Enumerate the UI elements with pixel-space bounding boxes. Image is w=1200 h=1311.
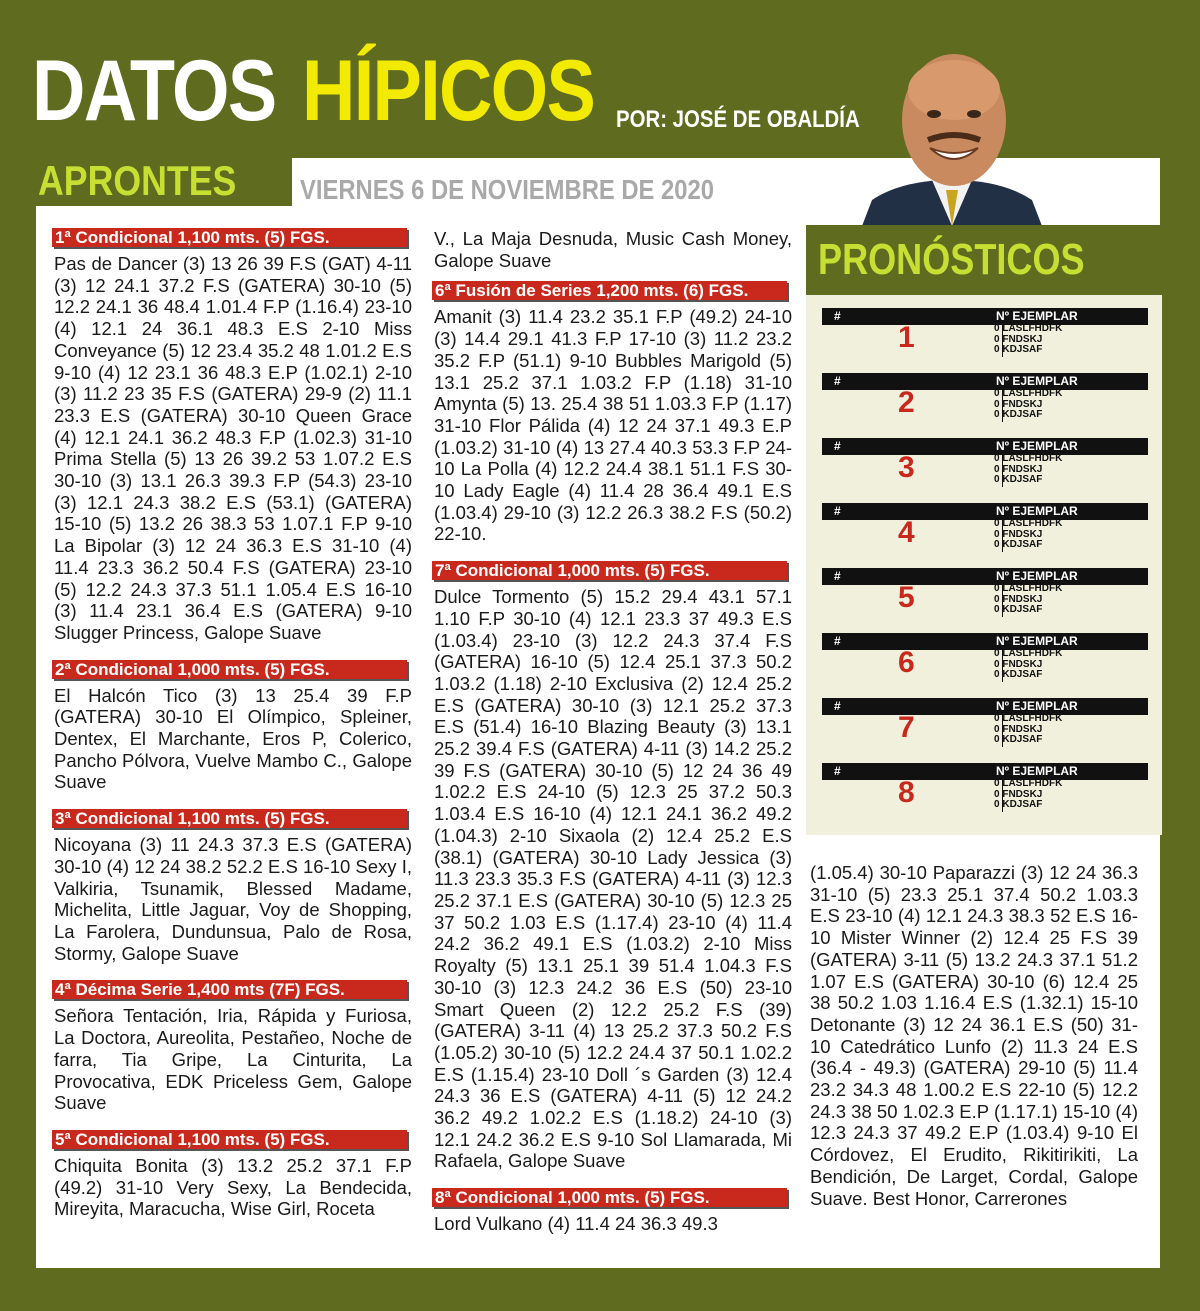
author-portrait — [862, 30, 1042, 226]
ejemplar-label: Nº EJEMPLAR — [996, 504, 1078, 518]
pronostico-header-bar — [822, 308, 1148, 325]
ejemplar-row: 0 FNDSKJ — [994, 530, 1062, 541]
column-3 — [808, 862, 1138, 1225]
race-header: 5ª Condicional 1,100 mts. (5) FGS. — [52, 1130, 407, 1149]
hash-label: # — [834, 634, 841, 648]
ejemplar-row: 0 KDJSAF — [994, 605, 1062, 616]
pronostico-header-bar — [822, 438, 1148, 455]
ejemplar-row: 0 LASLFHDFK — [994, 714, 1062, 725]
ejemplar-row: 0 KDJSAF — [994, 540, 1062, 551]
race-number: 8 — [898, 776, 915, 809]
hash-label: # — [834, 569, 841, 583]
ejemplar-label: Nº EJEMPLAR — [996, 634, 1078, 648]
hash-label: # — [834, 504, 841, 518]
ejemplar-row: 0 FNDSKJ — [994, 335, 1062, 346]
ejemplar-list — [994, 519, 1062, 551]
race-number: 6 — [898, 646, 915, 679]
author-byline: POR: JOSÉ DE OBALDÍA — [616, 106, 860, 133]
hash-label: # — [834, 764, 841, 778]
ejemplar-row: 0 FNDSKJ — [994, 465, 1062, 476]
race-header: 1ª Condicional 1,100 mts. (5) FGS. — [52, 228, 407, 247]
race-workouts: Amanit (3) 11.4 23.2 35.1 F.P (49.2) 24-10 (3) 14.4 29.1 41.3 F.P 17-10 (3) 11.2 23.2 35.2 F.P (51.1) 9-10 Bubbles Marigold (5) 13.1 25.2 37.1 1.03.2 F.P (1.18) 31-10 Amynta (5) 13. 25.4 38 51 1.03.3 F.P (1.17) 31-10 Flor Pálida (4) 12 24 37.1 49.3 E.P (1.03.2) 31-10 (4) 13 27.4 40.3 53.3 F.P 24-10 La Polla (4) 12.2 24.4 38.1 51.1 F.S 30-10 Lady Eagle (4) 11.4 28 36.4 49.1 E.S (1.03.4) 29-10 (3) 12.2 26.3 38.2 F.S (50.2) 22-10. — [434, 306, 792, 545]
hash-label: # — [834, 309, 841, 323]
race-number: 3 — [898, 451, 915, 484]
publication-date: VIERNES 6 DE NOVIEMBRE DE 2020 — [300, 174, 714, 205]
pronostico-race-4 — [822, 503, 1148, 563]
pronostico-header-bar — [822, 503, 1148, 520]
pronostico-header-bar — [822, 633, 1148, 650]
ejemplar-list — [994, 389, 1062, 421]
ejemplar-list — [994, 714, 1062, 746]
race-header: 6ª Fusión de Series 1,200 mts. (6) FGS. — [432, 281, 787, 300]
ejemplar-row: 0 KDJSAF — [994, 670, 1062, 681]
race-number: 5 — [898, 581, 915, 614]
race-header: 2ª Condicional 1,000 mts. (5) FGS. — [52, 660, 407, 679]
title-hipicos: HÍPICOS — [302, 43, 595, 139]
race-number: 4 — [898, 516, 915, 549]
pronostico-race-1 — [822, 308, 1148, 368]
ejemplar-row: 0 KDJSAF — [994, 345, 1062, 356]
pronostico-race-3 — [822, 438, 1148, 498]
pronostico-race-2 — [822, 373, 1148, 433]
ejemplar-list — [994, 649, 1062, 681]
ejemplar-label: Nº EJEMPLAR — [996, 764, 1078, 778]
section-label: APRONTES — [38, 157, 237, 204]
ejemplar-row: 0 LASLFHDFK — [994, 454, 1062, 465]
hash-label: # — [834, 439, 841, 453]
race-header: 7ª Condicional 1,000 mts. (5) FGS. — [432, 561, 787, 580]
ejemplar-list — [994, 324, 1062, 356]
ejemplar-label: Nº EJEMPLAR — [996, 309, 1078, 323]
ejemplar-row: 0 FNDSKJ — [994, 725, 1062, 736]
race-header: 8ª Condicional 1,000 mts. (5) FGS. — [432, 1188, 787, 1207]
ejemplar-row: 0 LASLFHDFK — [994, 649, 1062, 660]
ejemplar-label: Nº EJEMPLAR — [996, 439, 1078, 453]
ejemplar-label: Nº EJEMPLAR — [996, 569, 1078, 583]
race-workouts: El Halcón Tico (3) 13 25.4 39 F.P (GATERA) 30-10 El Olímpico, Spleiner, Dentex, El Marchante, Eros P, Colerico, Pancho Pólvora, Vuelve Mambo C., Galope Suave — [54, 684, 412, 793]
col2-lead-text: V., La Maja Desnuda, Music Cash Money, Galope Suave — [434, 228, 792, 271]
ejemplar-label: Nº EJEMPLAR — [996, 699, 1078, 713]
race-workouts: Dulce Tormento (5) 15.2 29.4 43.1 57.1 1.10 F.P 30-10 (4) 12.1 23.3 37 49.3 E.S (1.03.4) 23-10 (3) 12.2 24.3 37.4 F.S (GATERA) 16-10 (5) 12.4 25.1 37.3 50.2 1.03.2 (1.18) 2-10 Exclusiva (2) 12.4 25.2 E.S (GATERA) 30-10 (3) 12.1 25.2 37.3 E.S (51.4) 16-10 Blazing Beauty (3) 13.1 25.2 39.4 F.S (GATERA) 4-11 (3) 14.2 25.2 39 F.S (GATERA) 30-10 (5) 12 24 36 49 1.02.2 E.S 24-10 (5) 12.3 25 37.2 50.3 1.03.4 E.S 16-10 (4) 12.1 24.1 36.2 49.2 (1.04.3) 2-10 Sixaola (2) 12.4 25.2 E.S (38.1) (GATERA) 30-10 Lady Jessica (3) 11.3 23.3 35.3 F.S (GATERA) 4-11 (3) 12.3 25.2 37.1 E.S (GATERA) 30-10 (5) 12.3 25 37 50.2 1.03 E.S (1.17.4) 23-10 (4) 11.4 24.2 36.2 49.1 E.S (1.03.2) 2-10 Miss Royalty (5) 13.1 25.1 39 51.4 1.04.3 F.S 30-10 (3) 12.3 24.2 36 E.S (50) 23-10 Smart Queen (2) 12.2 25.2 F.S (39) (GATERA) 3-11 (4) 13 25.2 37.3 50.2 F.S (1.05.2) 30-10 (5) 12.2 24.4 37 50.1 1.02.2 E.S (1.15.4) 23-10 Doll ´s Garden (3) 12.4 24.3 36 E.S (GATERA) 4-11 (5) 12 24.2 36.2 49.2 1.02.2 E.S (1.18.2) 24-10 (3) 12.1 24.2 36.2 E.S 9-10 Sol Llamarada, Mi Rafaela, Galope Suave — [434, 586, 792, 1172]
column-2 — [432, 228, 792, 1251]
race-header: 4ª Décima Serie 1,400 mts (7F) FGS. — [52, 980, 407, 999]
ejemplar-row: 0 FNDSKJ — [994, 400, 1062, 411]
race-header: 3ª Condicional 1,100 mts. (5) FGS. — [52, 809, 407, 828]
ejemplar-row: 0 LASLFHDFK — [994, 584, 1062, 595]
ejemplar-row: 0 LASLFHDFK — [994, 519, 1062, 530]
pronostico-header-bar — [822, 698, 1148, 715]
hash-label: # — [834, 699, 841, 713]
pronostico-race-5 — [822, 568, 1148, 628]
pronostico-race-8 — [822, 763, 1148, 823]
ejemplar-row: 0 LASLFHDFK — [994, 779, 1062, 790]
race-workouts: Nicoyana (3) 11 24.3 37.3 E.S (GATERA) 30-10 (4) 12 24 38.2 52.2 E.S 16-10 Sexy I, Valkiria, Tsunamik, Blessed Madame, Michelita, Little Jaguar, Voy de Shopping, La Farolera, Dundunsua, Palo de Rosa, Stormy, Galope Suave — [54, 834, 412, 964]
col3-text: (1.05.4) 30-10 Paparazzi (3) 12 24 36.3 31-10 (5) 23.3 25.1 37.4 50.2 1.03.3 E.S 23-10 (4) 12.1 24.3 38.3 52 E.S 16-10 Mister Winner (2) 12.4 25 F.S 39 (GATERA) 3-11 (5) 13.2 24.3 37.1 51.2 1.07 E.S (GATERA) 30-10 (6) 12.4 25 38 50.2 1.03 1.16.4 E.S (1.32.1) 15-10 Detonante (3) 12 24 36.1 E.S (50) 31-10 Catedrático Lunfo (2) 11.3 24 E.S (36.4 - 49.3) (GATERA) 29-10 (5) 11.4 23.2 34.3 48 1.00.2 E.S 22-10 (5) 12.2 24.3 38 50 1.02.3 E.P (1.17.1) 15-10 (4) 12.3 24.3 37 49.2 E.P (1.03.4) 9-10 El Córdovez, El Erudito, Rikitirikiti, La Bendición, De Larget, Cordal, Galope Suave. Best Honor, Carrerones — [810, 862, 1138, 1209]
pronosticos-title: PRONÓSTICOS — [818, 235, 1085, 284]
ejemplar-list — [994, 584, 1062, 616]
race-workouts: Pas de Dancer (3) 13 26 39 F.S (GAT) 4-11 (3) 12 24.1 37.2 F.S (GATERA) 30-10 (5) 12.2 24.1 36 48.4 1.01.4 F.P (1.16.4) 23-10 (4) 12.1 24 36.1 48.3 E.S 2-10 Miss Conveyance (5) 12 23.4 35.2 48 1.01.2 E.S 9-10 (4) 12 23.1 36 48.3 E.P (1.02.1) 2-10 (3) 11.2 23 35 F.S (GATERA) 29-9 (2) 11.1 23.3 E.S (GATERA) 30-10 Queen Grace (4) 12.1 24.1 36.2 48.3 F.P (1.02.3) 31-10 Prima Stella (5) 13 26 39.2 53 1.07.2 E.S 30-10 (3) 13.1 26.3 39.3 F.P (54.3) 23-10 (3) 12.1 24.3 38.2 E.S (53.1) (GATERA) 15-10 (5) 13.2 26 38.3 53 1.07.1 F.P 9-10 La Bipolar (3) 12 24 36.3 E.S 31-10 (4) 11.4 23.3 36.2 50.4 F.S (GATERA) 23-10 (5) 12.2 24.3 37.3 51.1 1.05.4 E.S 16-10 (3) 11.4 23.1 36.4 E.S (GATERA) 9-10 Slugger Princess, Galope Suave — [54, 253, 412, 643]
pronostico-race-7 — [822, 698, 1148, 758]
ejemplar-row: 0 KDJSAF — [994, 475, 1062, 486]
ejemplar-row: 0 FNDSKJ — [994, 660, 1062, 671]
race-workouts: Chiquita Bonita (3) 13.2 25.2 37.1 F.P (49.2) 31-10 Very Sexy, La Bendecida, Mireyita, Maracucha, Wise Girl, Roceta — [54, 1154, 412, 1220]
race-workouts: Lord Vulkano (4) 11.4 24 36.3 49.3 — [434, 1213, 718, 1235]
ejemplar-row: 0 KDJSAF — [994, 735, 1062, 746]
race-workouts: Señora Tentación, Iria, Rápida y Furiosa, La Doctora, Aureolita, Pestañeo, Noche de farra, Tia Gripe, La Cinturita, La Provocativa, EDK Priceless Gem, Galope Suave — [54, 1005, 412, 1114]
ejemplar-list — [994, 454, 1062, 486]
pronostico-race-6 — [822, 633, 1148, 693]
pronostico-header-bar — [822, 373, 1148, 390]
race-number: 7 — [898, 711, 915, 744]
ejemplar-row: 0 KDJSAF — [994, 410, 1062, 421]
column-1 — [52, 228, 412, 1236]
pronostico-header-bar — [822, 568, 1148, 585]
ejemplar-row: 0 LASLFHDFK — [994, 324, 1062, 335]
ejemplar-row: 0 FNDSKJ — [994, 790, 1062, 801]
col2-races — [432, 281, 792, 1234]
hash-label: # — [834, 374, 841, 388]
ejemplar-row: 0 KDJSAF — [994, 800, 1062, 811]
race-number: 1 — [898, 321, 915, 354]
title-datos: DATOS — [32, 43, 276, 139]
ejemplar-row: 0 LASLFHDFK — [994, 389, 1062, 400]
pronostico-header-bar — [822, 763, 1148, 780]
ejemplar-label: Nº EJEMPLAR — [996, 374, 1078, 388]
race-number: 2 — [898, 386, 915, 419]
ejemplar-list — [994, 779, 1062, 811]
ejemplar-row: 0 FNDSKJ — [994, 595, 1062, 606]
